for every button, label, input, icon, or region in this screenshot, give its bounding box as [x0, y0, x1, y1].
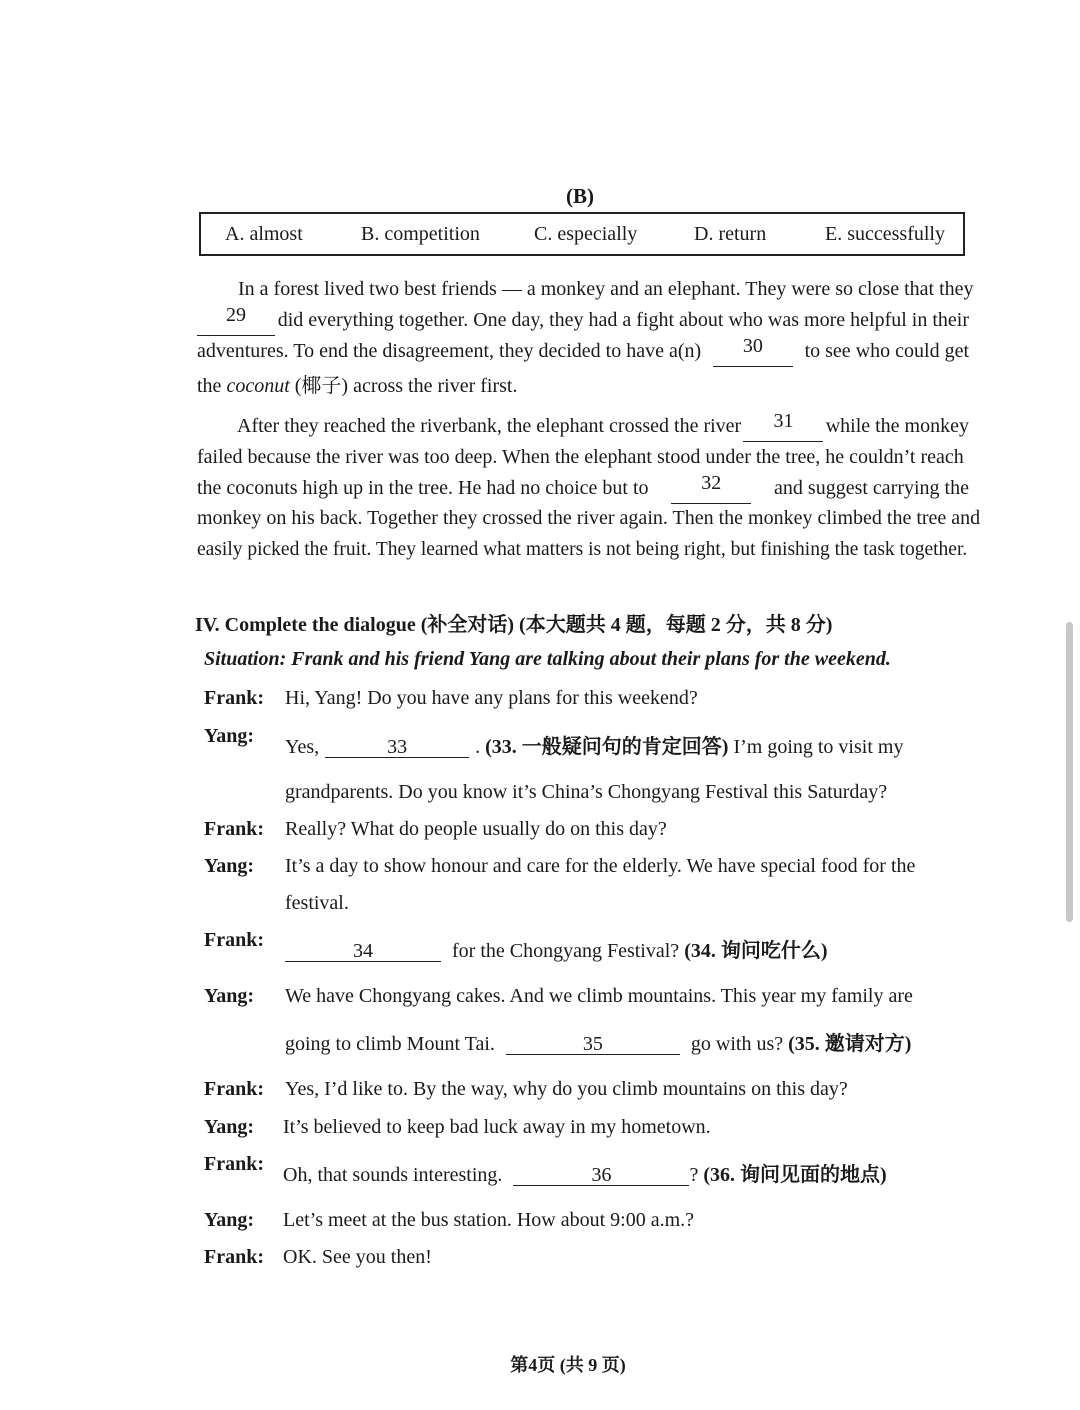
blank-33[interactable]: 33	[325, 737, 469, 758]
passage-text: After they reached the riverbank, the elephant crossed the river	[237, 415, 742, 437]
dialogue-line: grandparents. Do you know it’s China’s Chongyang Festival this Saturday?	[285, 781, 888, 803]
dialogue-line: It’s a day to show honour and care for the elderly. We have special food for the	[285, 855, 916, 877]
dialogue-text: go with us?	[690, 1033, 784, 1055]
dialogue-line: Let’s meet at the bus station. How about 9:00 a.m.?	[283, 1209, 695, 1231]
passage-line	[197, 371, 517, 402]
dialogue-line	[283, 1158, 887, 1187]
passage-paragraph-1	[197, 274, 974, 404]
dialogue-line: It’s believed to keep bad luck away in my hometown.	[283, 1116, 711, 1138]
coconut-term: coconut	[226, 375, 290, 397]
passage-line: easily picked the fruit. They learned what matters is not being right, but finishing the task together.	[197, 539, 968, 560]
page-footer: 第4页 (共 9 页)	[510, 1355, 626, 1375]
speaker-yang: Yang:	[204, 1116, 255, 1138]
dialogue-line	[285, 730, 903, 759]
passage-line: In a forest lived two best friends — a monkey and an elephant. They were so close that they	[238, 278, 974, 300]
hint-36: (36. 询问见面的地点)	[703, 1164, 887, 1186]
word-option-c: C. especially	[534, 223, 638, 245]
blank-29[interactable]: 29	[197, 305, 275, 336]
dialogue-line: We have Chongyang cakes. And we climb mountains. This year my family are	[285, 985, 913, 1007]
passage-text: the coconuts high up in the tree. He had no choice but to	[197, 477, 649, 499]
dialogue-line	[285, 1027, 911, 1056]
dialogue-text: Yes,	[285, 736, 320, 758]
word-option-d: D. return	[694, 223, 767, 245]
dialogue-text: going to climb Mount Tai.	[285, 1033, 495, 1055]
speaker-yang: Yang:	[204, 1209, 255, 1231]
speaker-frank: Frank:	[204, 818, 264, 840]
dialogue-text: for the Chongyang Festival?	[452, 940, 680, 962]
passage-text: the	[197, 375, 222, 397]
passage-paragraph-2	[197, 410, 981, 571]
word-box	[199, 212, 965, 256]
word-option-a: A. almost	[225, 223, 303, 245]
dialogue-line: Yes, I’d like to. By the way, why do you climb mountains on this day?	[285, 1078, 848, 1100]
passage-text: adventures. To end the disagreement, they decided to have a(n)	[197, 340, 702, 362]
passage-line	[197, 473, 969, 504]
blank-36[interactable]: 36	[513, 1165, 689, 1186]
passage-text: and suggest carrying the	[774, 477, 969, 499]
blank-35[interactable]: 35	[506, 1034, 680, 1055]
speaker-yang: Yang:	[204, 985, 255, 1007]
blank-32[interactable]: 32	[671, 473, 751, 504]
section-heading: IV. Complete the dialogue (补全对话) (本大题共 4 题，每题 2 分，共 8 分)	[195, 614, 833, 636]
word-option-b: B. competition	[361, 223, 480, 245]
passage-line: failed because the river was too deep. When the elephant stood under the tree, he couldn’t reach	[197, 446, 964, 468]
dialogue-line: Hi, Yang! Do you have any plans for this weekend?	[285, 687, 698, 709]
dialogue-line: festival.	[285, 892, 349, 914]
word-option-e: E. successfully	[825, 223, 945, 245]
hint-33: (33. 一般疑问句的肯定回答)	[485, 736, 729, 758]
speaker-frank: Frank:	[204, 1078, 264, 1100]
blank-30[interactable]: 30	[713, 336, 793, 367]
dialogue-line: Really? What do people usually do on this day?	[285, 818, 667, 840]
situation-text: Situation: Frank and his friend Yang are talking about their plans for the weekend.	[204, 648, 891, 670]
passage-text: to see who could get	[804, 340, 969, 362]
passage-line	[237, 411, 969, 442]
dialogue-text: ?	[689, 1164, 699, 1186]
dialogue-text: I’m going to visit my	[733, 736, 904, 758]
passage-text: (椰子) across the river first.	[294, 375, 518, 397]
speaker-frank: Frank:	[204, 687, 264, 709]
speaker-frank: Frank:	[204, 1153, 264, 1175]
speaker-yang: Yang:	[204, 855, 255, 877]
passage-text: while the monkey	[825, 415, 969, 437]
speaker-yang: Yang:	[204, 725, 255, 747]
dialogue-text: .	[475, 736, 481, 758]
hint-34: (34. 询问吃什么)	[684, 940, 828, 962]
passage-text: did everything together. One day, they had a fight about who was more helpful in their	[277, 309, 969, 331]
scrollbar-thumb[interactable]	[1066, 622, 1073, 922]
dialogue-text: Oh, that sounds interesting.	[283, 1164, 503, 1186]
passage-line	[197, 336, 969, 367]
hint-35: (35. 邀请对方)	[788, 1033, 912, 1055]
blank-34[interactable]: 34	[285, 941, 441, 962]
passage-line: monkey on his back. Together they crossed the river again. Then the monkey climbed the tree and	[197, 507, 981, 529]
speaker-frank: Frank:	[204, 1246, 264, 1268]
section-label: (B)	[566, 184, 594, 208]
dialogue-line	[285, 934, 828, 963]
passage-line	[197, 305, 969, 336]
dialogue-line: OK. See you then!	[283, 1246, 432, 1268]
speaker-frank: Frank:	[204, 929, 264, 951]
blank-31[interactable]: 31	[743, 411, 823, 442]
